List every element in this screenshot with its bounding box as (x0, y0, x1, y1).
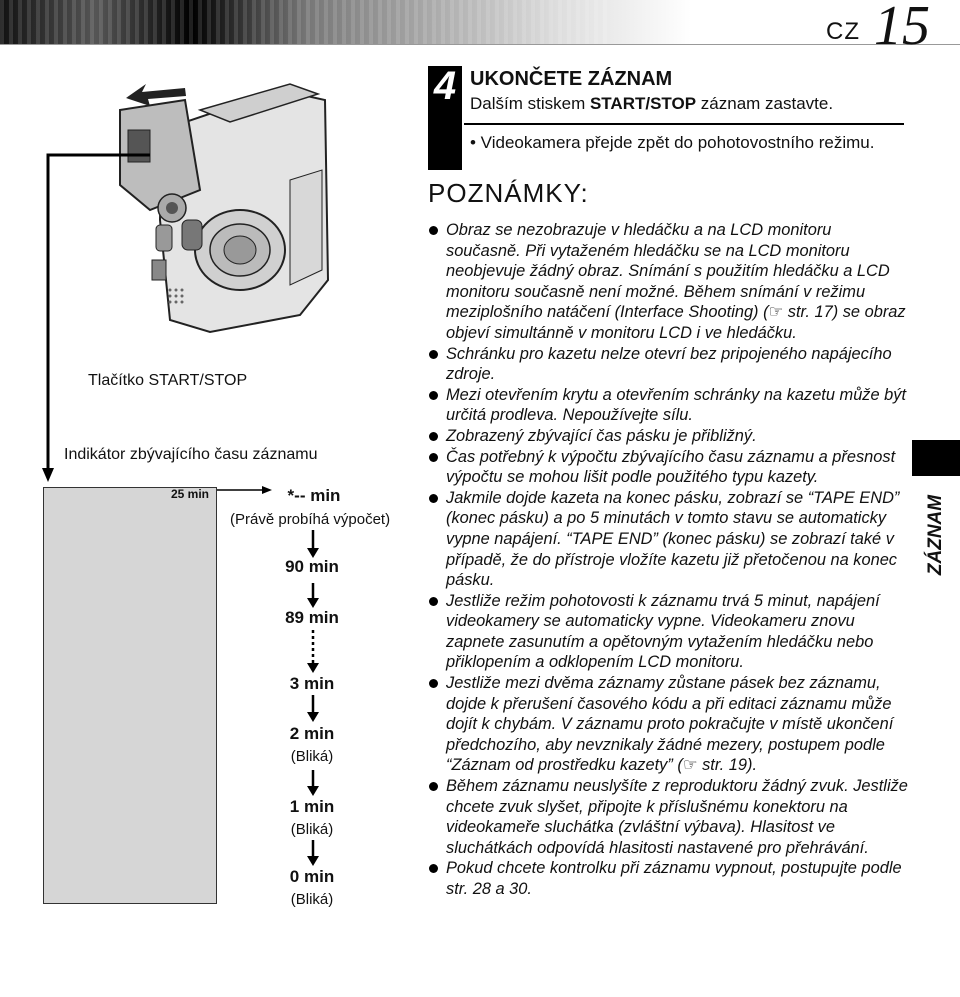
section-tab (912, 440, 960, 476)
seq-0-note: (Bliká) (290, 891, 334, 908)
note-item: Pokud chcete kontrolku při záznamu vypnout, postupujte podle str. 28 a 30. (428, 858, 908, 899)
seq-0: 0 min (289, 867, 335, 886)
seq-2-note: (Bliká) (290, 748, 334, 765)
step-subtitle-post: záznam zastavte. (696, 94, 834, 113)
seq-1-note: (Bliká) (290, 821, 334, 838)
seq-89: 89 min (285, 608, 339, 627)
note-item: Obraz se nezobrazuje v hledáčku a na LCD monitoru současně. Při vytaženém hledáčku se na LCD monitoru neobjevuje žádný obraz. Snímání s použitím hledáčku a LCD monitoru současně není možné. Během snímání v režimu meziplošního natáčení (Interface Shooting) (☞ str. 17) se obraz objeví simultánně v monitoru LCD i ve hledáčku. (428, 220, 908, 344)
page-number: 15 (874, 0, 930, 57)
language-code: CZ (826, 18, 860, 45)
step-subtitle-pre: Dalším stiskem (470, 94, 590, 113)
note-item: Mezi otevřením krytu a otevřením schránky na kazetu může být určitá prodleva. Nepoužívejte sílu. (428, 385, 908, 426)
note-item: Zobrazený zbývající čas pásku je přibližný. (428, 426, 908, 447)
indicator-label: Indikátor zbývajícího času záznamu (64, 446, 318, 463)
seq-1: 1 min (289, 797, 335, 816)
screen-remaining-indicator: 25 min (171, 487, 210, 501)
seq-note: (Právě probíhá výpočet) (230, 511, 391, 528)
note-item: Během záznamu neuslyšíte z reproduktoru žádný zvuk. Jestliže chcete zvuk slyšet, připojte k příslušnému konektoru na videokameře sluchátka (zvláštní výbava). Hlasitost ve sluchátkách odpovídá hlasitosti nastavené pro přehrávání. (428, 776, 908, 858)
step-title: UKONČETE ZÁZNAM (470, 68, 673, 90)
step-subtitle-bold: START/STOP (589, 94, 697, 113)
seq-3: 3 min (289, 674, 335, 693)
seq-2: 2 min (289, 724, 335, 743)
step-rule (464, 123, 904, 125)
note-item: Čas potřebný k výpočtu zbývajícího času záznamu a přesnost výpočtu se mohou lišit podle použitého typu kazety. (428, 447, 908, 488)
seq-value: *-- min (287, 486, 341, 505)
note-item: Jestliže režim pohotovosti k záznamu trvá 5 minut, napájení videokamery se automaticky vypne. Videokameru znovu zapnete zasunutím a opětovným vytažením hledáčku nebo přiklopením a odklopením LCD monitoru. (428, 591, 908, 673)
seq-90: 90 min (285, 557, 339, 576)
step-subtitle (470, 94, 833, 114)
note-item: Jestliže mezi dvěma záznamy zůstane pásek bez záznamu, dojde k přerušení časového kódu a při editaci záznamu může dojít k chybám. V záznamu proto pokračujte v místě ukončení předchozího, aby nevznikaly žádné mezery, postupem podle “Záznam od prostředku kazety” (☞ str. 19). (428, 673, 908, 776)
seq-calculating (254, 486, 374, 506)
step-bullet: • Videokamera přejde zpět do pohotovostního režimu. (470, 133, 875, 152)
lcd-screen (43, 487, 217, 904)
note-item: Jakmile dojde kazeta na konec pásku, zobrazí se “TAPE END” (konec pásku) a po 5 minutách v tomto stavu se automaticky vypne napájení. “TAPE END” (konec pásku) se zobrazí také v případě, že do přístroje vložíte kazetu již přetočenou na konec pásku. (428, 488, 908, 591)
notes-list (428, 220, 908, 900)
section-tab-label: ZÁZNAM (925, 494, 946, 576)
start-stop-label: Tlačítko START/STOP (88, 372, 248, 389)
notes-title: POZNÁMKY: (428, 178, 589, 208)
note-item: Schránku pro kazetu nelze otevrí bez pripojeného napájecího zdroje. (428, 344, 908, 385)
step-number: 4 (433, 64, 457, 108)
